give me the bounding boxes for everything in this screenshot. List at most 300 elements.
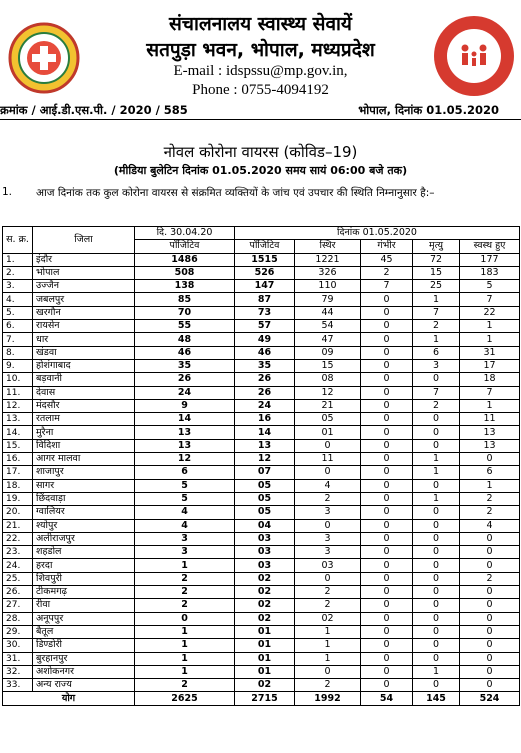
deaths-cell: 0 [413, 373, 460, 386]
deaths-cell: 0 [413, 639, 460, 652]
stable-cell: 2 [295, 492, 361, 505]
header-positive-prev: पॉजिटिव [135, 240, 235, 253]
stable-cell: 1 [295, 639, 361, 652]
positive-cell: 57 [235, 320, 295, 333]
table-row [3, 293, 520, 306]
recovered-cell: 2 [460, 572, 520, 585]
table-row [3, 320, 520, 333]
serial-cell: 4. [3, 293, 33, 306]
critical-cell: 0 [361, 333, 413, 346]
positive-prev-cell: 1 [135, 665, 235, 678]
table-row [3, 333, 520, 346]
table-body [3, 253, 520, 705]
district-cell: बैतूल [33, 625, 135, 638]
recovered-cell: 0 [460, 453, 520, 466]
positive-prev-cell: 2 [135, 679, 235, 692]
deaths-cell: 0 [413, 679, 460, 692]
serial-cell: 30. [3, 639, 33, 652]
positive-cell: 02 [235, 572, 295, 585]
critical-cell: 0 [361, 346, 413, 359]
positive-prev-cell: 1 [135, 652, 235, 665]
total-critical: 54 [361, 692, 413, 705]
table-row [3, 453, 520, 466]
serial-cell: 13. [3, 413, 33, 426]
recovered-cell: 17 [460, 359, 520, 372]
positive-prev-cell: 70 [135, 306, 235, 319]
positive-prev-cell: 1 [135, 639, 235, 652]
recovered-cell: 0 [460, 586, 520, 599]
serial-cell: 28. [3, 612, 33, 625]
table-row [3, 280, 520, 293]
recovered-cell: 6 [460, 466, 520, 479]
intro-text: आज दिनांक तक कुल कोरोना वायरस से संक्रमित व्यक्तियों के जांच एवं उपचार की स्थिति निम्नानुसार है:– [36, 187, 435, 199]
critical-cell: 0 [361, 559, 413, 572]
positive-cell: 05 [235, 479, 295, 492]
critical-cell: 0 [361, 373, 413, 386]
serial-cell: 29. [3, 625, 33, 638]
positive-prev-cell: 1 [135, 625, 235, 638]
positive-prev-cell: 26 [135, 373, 235, 386]
org-name-line2: सतपुड़ा भवन, भोपाल, मध्यप्रदेश [146, 39, 375, 61]
deaths-cell: 0 [413, 479, 460, 492]
district-cell: जबलपुर [33, 293, 135, 306]
district-cell: अनूपपुर [33, 612, 135, 625]
positive-cell: 13 [235, 439, 295, 452]
recovered-cell: 0 [460, 559, 520, 572]
stable-cell: 1221 [295, 253, 361, 266]
recovered-cell: 1 [460, 479, 520, 492]
positive-prev-cell: 5 [135, 479, 235, 492]
district-cell: श्योपुर [33, 519, 135, 532]
critical-cell: 0 [361, 359, 413, 372]
stable-cell: 44 [295, 306, 361, 319]
table-row [3, 519, 520, 532]
table-row [3, 679, 520, 692]
positive-prev-cell: 9 [135, 399, 235, 412]
reference-number: क्रमांक / आई.डी.एस.पी. / 2020 / 585 [0, 103, 188, 117]
deaths-cell: 1 [413, 492, 460, 505]
nrhm-logo-icon [432, 14, 516, 98]
district-cell: धार [33, 333, 135, 346]
table-row [3, 652, 520, 665]
critical-cell: 0 [361, 479, 413, 492]
letterhead [0, 0, 521, 100]
phone-contact: Phone : 0755-4094192 [192, 82, 329, 98]
positive-prev-cell: 55 [135, 320, 235, 333]
recovered-cell: 11 [460, 413, 520, 426]
table-row [3, 253, 520, 266]
stable-cell: 11 [295, 453, 361, 466]
recovered-cell: 2 [460, 492, 520, 505]
positive-prev-cell: 2 [135, 599, 235, 612]
positive-cell: 26 [235, 386, 295, 399]
serial-cell: 3. [3, 280, 33, 293]
table-row [3, 506, 520, 519]
stable-cell: 0 [295, 466, 361, 479]
positive-cell: 16 [235, 413, 295, 426]
positive-cell: 03 [235, 532, 295, 545]
org-name-line1: संचालनालय स्वास्थ्य सेवायें [169, 13, 352, 35]
positive-cell: 87 [235, 293, 295, 306]
district-cell: बुरहानपुर [33, 652, 135, 665]
positive-prev-cell: 35 [135, 359, 235, 372]
district-cell: भोपाल [33, 266, 135, 279]
table-row [3, 346, 520, 359]
stable-cell: 02 [295, 612, 361, 625]
total-label: योग [3, 692, 135, 705]
table-row [3, 546, 520, 559]
positive-cell: 35 [235, 359, 295, 372]
header-recovered: स्वस्थ हुए [460, 240, 520, 253]
table-row [3, 373, 520, 386]
positive-prev-cell: 3 [135, 546, 235, 559]
header-date-30-04: दि. 30.04.20 [135, 227, 235, 240]
positive-cell: 73 [235, 306, 295, 319]
table-row [3, 413, 520, 426]
stable-cell: 1 [295, 652, 361, 665]
deaths-cell: 0 [413, 572, 460, 585]
deaths-cell: 1 [413, 466, 460, 479]
recovered-cell: 13 [460, 426, 520, 439]
serial-cell: 11. [3, 386, 33, 399]
stable-cell: 3 [295, 506, 361, 519]
critical-cell: 0 [361, 439, 413, 452]
deaths-cell: 0 [413, 519, 460, 532]
email-contact: E-mail : idspssu@mp.gov.in, [173, 63, 348, 79]
stable-cell: 0 [295, 572, 361, 585]
table-row [3, 266, 520, 279]
deaths-cell: 15 [413, 266, 460, 279]
serial-cell: 2. [3, 266, 33, 279]
positive-cell: 147 [235, 280, 295, 293]
stable-cell: 79 [295, 293, 361, 306]
critical-cell: 0 [361, 466, 413, 479]
district-cell: उज्जैन [33, 280, 135, 293]
serial-cell: 17. [3, 466, 33, 479]
deaths-cell: 1 [413, 293, 460, 306]
critical-cell: 0 [361, 293, 413, 306]
district-cell: इंदौर [33, 253, 135, 266]
table-row [3, 359, 520, 372]
critical-cell: 0 [361, 586, 413, 599]
recovered-cell: 177 [460, 253, 520, 266]
deaths-cell: 0 [413, 612, 460, 625]
deaths-cell: 2 [413, 399, 460, 412]
recovered-cell: 31 [460, 346, 520, 359]
positive-cell: 04 [235, 519, 295, 532]
serial-cell: 18. [3, 479, 33, 492]
positive-prev-cell: 2 [135, 572, 235, 585]
positive-prev-cell: 1 [135, 559, 235, 572]
positive-cell: 02 [235, 612, 295, 625]
stable-cell: 0 [295, 519, 361, 532]
serial-cell: 6. [3, 320, 33, 333]
district-cell: शाजापुर [33, 466, 135, 479]
deaths-cell: 0 [413, 413, 460, 426]
district-cell: डिण्डोरी [33, 639, 135, 652]
positive-cell: 02 [235, 586, 295, 599]
district-cell: देवास [33, 386, 135, 399]
serial-cell: 21. [3, 519, 33, 532]
recovered-cell: 0 [460, 679, 520, 692]
table-row [3, 639, 520, 652]
deaths-cell: 0 [413, 652, 460, 665]
table-row [3, 479, 520, 492]
critical-cell: 0 [361, 426, 413, 439]
header-critical: गंभीर [361, 240, 413, 253]
total-stable: 1992 [295, 692, 361, 705]
stable-cell: 4 [295, 479, 361, 492]
table-row [3, 559, 520, 572]
positive-cell: 01 [235, 625, 295, 638]
deaths-cell: 25 [413, 280, 460, 293]
positive-cell: 526 [235, 266, 295, 279]
positive-cell: 26 [235, 373, 295, 386]
total-positive: 2715 [235, 692, 295, 705]
critical-cell: 0 [361, 453, 413, 466]
deaths-cell: 0 [413, 559, 460, 572]
district-cell: खरगौन [33, 306, 135, 319]
deaths-cell: 0 [413, 625, 460, 638]
positive-cell: 24 [235, 399, 295, 412]
district-cell: ग्वालियर [33, 506, 135, 519]
stable-cell: 0 [295, 665, 361, 678]
recovered-cell: 0 [460, 652, 520, 665]
header-date-01-05: दिनांक 01.05.2020 [235, 227, 520, 240]
district-cases-table [2, 226, 520, 706]
positive-prev-cell: 48 [135, 333, 235, 346]
header-district: जिला [33, 227, 135, 254]
serial-cell: 27. [3, 599, 33, 612]
table-row [3, 306, 520, 319]
positive-cell: 03 [235, 546, 295, 559]
positive-cell: 49 [235, 333, 295, 346]
serial-cell: 25. [3, 572, 33, 585]
deaths-cell: 0 [413, 426, 460, 439]
stable-cell: 3 [295, 532, 361, 545]
serial-cell: 32. [3, 665, 33, 678]
recovered-cell: 1 [460, 333, 520, 346]
critical-cell: 0 [361, 532, 413, 545]
deaths-cell: 0 [413, 599, 460, 612]
deaths-cell: 72 [413, 253, 460, 266]
serial-cell: 16. [3, 453, 33, 466]
serial-cell: 12. [3, 399, 33, 412]
serial-cell: 15. [3, 439, 33, 452]
deaths-cell: 6 [413, 346, 460, 359]
critical-cell: 0 [361, 612, 413, 625]
district-cell: खंडवा [33, 346, 135, 359]
critical-cell: 0 [361, 413, 413, 426]
positive-cell: 05 [235, 506, 295, 519]
district-cell: शिवपुरी [33, 572, 135, 585]
district-cell: मंदसौर [33, 399, 135, 412]
critical-cell: 0 [361, 639, 413, 652]
district-cell: टीकमगढ़ [33, 586, 135, 599]
recovered-cell: 1 [460, 320, 520, 333]
positive-prev-cell: 13 [135, 439, 235, 452]
serial-cell: 10. [3, 373, 33, 386]
critical-cell: 0 [361, 665, 413, 678]
stable-cell: 01 [295, 426, 361, 439]
recovered-cell: 0 [460, 639, 520, 652]
critical-cell: 0 [361, 572, 413, 585]
district-cell: रायसेन [33, 320, 135, 333]
table-row [3, 612, 520, 625]
table-row [3, 532, 520, 545]
header-serial: स. क्र. [3, 227, 33, 254]
serial-cell: 33. [3, 679, 33, 692]
reference-row [0, 100, 521, 120]
positive-cell: 01 [235, 652, 295, 665]
recovered-cell: 1 [460, 399, 520, 412]
deaths-cell: 3 [413, 359, 460, 372]
district-cell: आगर मालवा [33, 453, 135, 466]
total-deaths: 145 [413, 692, 460, 705]
deaths-cell: 2 [413, 320, 460, 333]
positive-cell: 46 [235, 346, 295, 359]
district-cell: अलीराजपुर [33, 532, 135, 545]
positive-prev-cell: 24 [135, 386, 235, 399]
total-recovered: 524 [460, 692, 520, 705]
deaths-cell: 1 [413, 333, 460, 346]
district-cell: रीवा [33, 599, 135, 612]
header-deaths: मृत्यु [413, 240, 460, 253]
stable-cell: 0 [295, 439, 361, 452]
positive-cell: 12 [235, 453, 295, 466]
critical-cell: 45 [361, 253, 413, 266]
table-row [3, 426, 520, 439]
serial-cell: 19. [3, 492, 33, 505]
table-row [3, 466, 520, 479]
positive-prev-cell: 85 [135, 293, 235, 306]
table-row [3, 386, 520, 399]
positive-prev-cell: 13 [135, 426, 235, 439]
recovered-cell: 7 [460, 386, 520, 399]
recovered-cell: 2 [460, 506, 520, 519]
positive-prev-cell: 46 [135, 346, 235, 359]
deaths-cell: 7 [413, 386, 460, 399]
table-row [3, 572, 520, 585]
recovered-cell: 0 [460, 625, 520, 638]
deaths-cell: 1 [413, 665, 460, 678]
critical-cell: 7 [361, 280, 413, 293]
stable-cell: 03 [295, 559, 361, 572]
critical-cell: 0 [361, 320, 413, 333]
stable-cell: 47 [295, 333, 361, 346]
stable-cell: 08 [295, 373, 361, 386]
district-cell: अशोकनगर [33, 665, 135, 678]
bulletin-subtitle: (मीडिया बुलेटिन दिनांक 01.05.2020 समय सायं 06:00 बजे तक) [113, 164, 408, 177]
district-cell: अन्य राज्य [33, 679, 135, 692]
deaths-cell: 0 [413, 506, 460, 519]
recovered-cell: 0 [460, 599, 520, 612]
positive-prev-cell: 14 [135, 413, 235, 426]
positive-prev-cell: 6 [135, 466, 235, 479]
table-row [3, 625, 520, 638]
recovered-cell: 0 [460, 532, 520, 545]
recovered-cell: 0 [460, 546, 520, 559]
header-positive: पॉजिटिव [235, 240, 295, 253]
header-stable: स्थिर [295, 240, 361, 253]
district-cell: मुरैना [33, 426, 135, 439]
positive-cell: 02 [235, 679, 295, 692]
stable-cell: 05 [295, 413, 361, 426]
stable-cell: 2 [295, 679, 361, 692]
critical-cell: 0 [361, 546, 413, 559]
stable-cell: 12 [295, 386, 361, 399]
critical-cell: 0 [361, 625, 413, 638]
district-cell: सागर [33, 479, 135, 492]
serial-cell: 22. [3, 532, 33, 545]
critical-cell: 2 [361, 266, 413, 279]
deaths-cell: 0 [413, 532, 460, 545]
deaths-cell: 1 [413, 453, 460, 466]
critical-cell: 0 [361, 652, 413, 665]
positive-prev-cell: 2 [135, 586, 235, 599]
serial-cell: 26. [3, 586, 33, 599]
stable-cell: 2 [295, 586, 361, 599]
table-row [3, 586, 520, 599]
total-positive-prev: 2625 [135, 692, 235, 705]
positive-prev-cell: 1486 [135, 253, 235, 266]
deaths-cell: 7 [413, 306, 460, 319]
positive-prev-cell: 5 [135, 492, 235, 505]
district-cell: हरदा [33, 559, 135, 572]
total-row [3, 692, 520, 705]
recovered-cell: 0 [460, 612, 520, 625]
deaths-cell: 0 [413, 546, 460, 559]
table-row [3, 665, 520, 678]
stable-cell: 15 [295, 359, 361, 372]
table-row [3, 439, 520, 452]
deaths-cell: 0 [413, 439, 460, 452]
serial-cell: 9. [3, 359, 33, 372]
positive-cell: 1515 [235, 253, 295, 266]
positive-prev-cell: 4 [135, 519, 235, 532]
critical-cell: 0 [361, 519, 413, 532]
serial-cell: 14. [3, 426, 33, 439]
serial-cell: 20. [3, 506, 33, 519]
reference-place-date: भोपाल, दिनांक 01.05.2020 [358, 103, 499, 117]
serial-cell: 5. [3, 306, 33, 319]
serial-cell: 8. [3, 346, 33, 359]
bulletin-title: नोवल कोरोना वायरस (कोविड–19) [163, 143, 358, 161]
positive-cell: 01 [235, 639, 295, 652]
intro-number: 1. [2, 186, 13, 198]
recovered-cell: 22 [460, 306, 520, 319]
district-cell: रतलाम [33, 413, 135, 426]
district-cell: छिंदवाड़ा [33, 492, 135, 505]
district-cell: होशंगाबाद [33, 359, 135, 372]
critical-cell: 0 [361, 306, 413, 319]
recovered-cell: 183 [460, 266, 520, 279]
recovered-cell: 18 [460, 373, 520, 386]
stable-cell: 09 [295, 346, 361, 359]
positive-prev-cell: 12 [135, 453, 235, 466]
stable-cell: 3 [295, 546, 361, 559]
recovered-cell: 13 [460, 439, 520, 452]
serial-cell: 7. [3, 333, 33, 346]
stable-cell: 2 [295, 599, 361, 612]
critical-cell: 0 [361, 599, 413, 612]
positive-cell: 07 [235, 466, 295, 479]
recovered-cell: 7 [460, 293, 520, 306]
serial-cell: 1. [3, 253, 33, 266]
positive-prev-cell: 138 [135, 280, 235, 293]
stable-cell: 54 [295, 320, 361, 333]
district-cell: बड़वानी [33, 373, 135, 386]
